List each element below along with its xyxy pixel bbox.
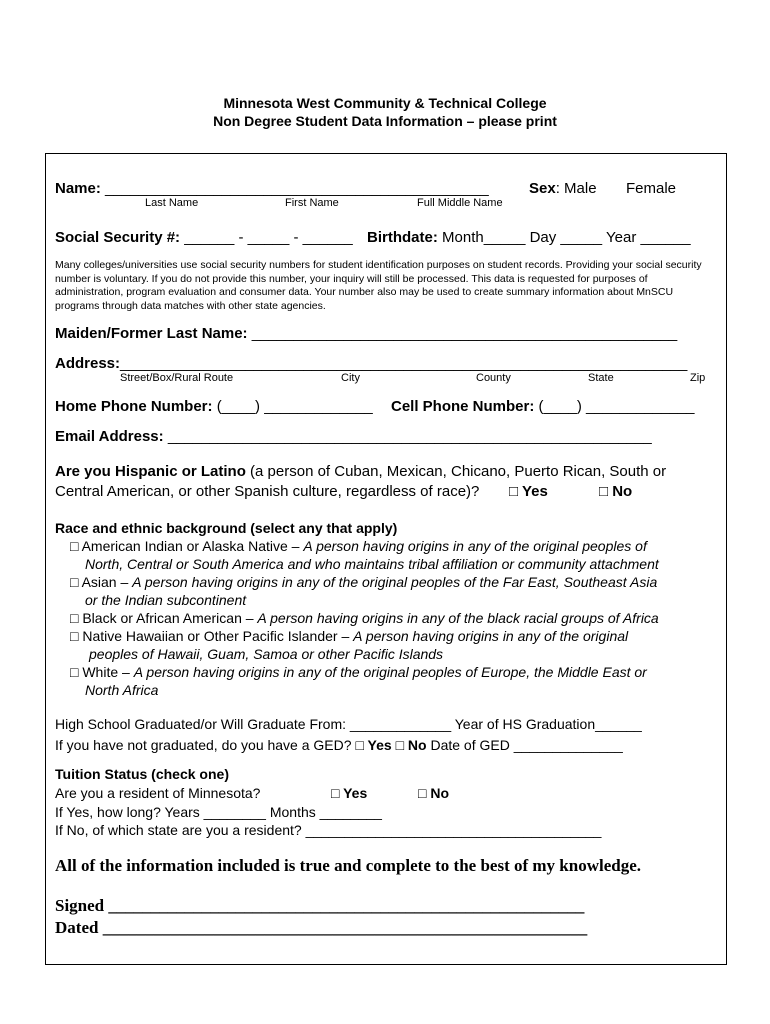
- race-option-asian[interactable]: [70, 574, 657, 590]
- race-option-white[interactable]: [70, 664, 647, 680]
- ged-question: If you have not graduated, do you have a GED?: [55, 737, 352, 753]
- race-option-american-indian[interactable]: [70, 538, 647, 554]
- race-option-label: □ Black or African American –: [70, 610, 258, 626]
- sex-field: [529, 180, 597, 197]
- name-field[interactable]: ______________________________________________: [105, 180, 489, 197]
- race-option-desc-cont: peoples of Hawaii, Guam, Samoa or other Pacific Islands: [89, 646, 444, 662]
- hispanic-label: Are you Hispanic or Latino: [55, 463, 246, 480]
- ssn-label: Social Security #:: [55, 229, 181, 246]
- race-option-pacific-islander[interactable]: [70, 628, 628, 644]
- home-phone-label: Home Phone Number:: [55, 398, 213, 415]
- form-title: Minnesota West Community & Technical College: [223, 95, 547, 111]
- hispanic-description: (a person of Cuban, Mexican, Chicano, Puerto Rican, South or: [245, 463, 667, 480]
- certification-statement: All of the information included is true and complete to the best of my knowledge.: [55, 856, 642, 875]
- address-field[interactable]: ____________________________________________________________________: [120, 355, 688, 372]
- birthdate-row: [367, 229, 691, 246]
- race-option-label: □ Native Hawaiian or Other Pacific Islander –: [70, 628, 354, 644]
- race-option-desc: A person having origins in any of the original peoples of the Far East, Southeast Asia: [132, 574, 658, 590]
- home-phone-row: [55, 398, 373, 415]
- ssn-notice: Many colleges/universities use social security numbers for student identification purposes on student records. Providing your social security number is voluntary. If you do not provide this number, your inquiry will still be processed. This data is requested for purposes of administration, program evaluation and consumer data. Your number also may be used to create summary information about MnSCU programs through data matches with other state agencies.: [55, 259, 702, 312]
- race-option-desc: A person having origins in any of the original: [353, 628, 629, 644]
- race-option-label: □ White –: [70, 664, 134, 680]
- date-field[interactable]: _________________________________________________________: [102, 918, 588, 937]
- ged-yes-checkbox[interactable]: □ Yes: [355, 737, 392, 753]
- email-row: [55, 428, 652, 445]
- maiden-row: [55, 325, 677, 342]
- sex-female-option[interactable]: Female: [626, 180, 677, 197]
- birthdate-label: Birthdate:: [367, 229, 438, 246]
- email-field[interactable]: __________________________________________________________: [167, 428, 652, 445]
- residency-duration-field[interactable]: If Yes, how long? Years ________ Months ________: [55, 804, 382, 820]
- home-phone-field[interactable]: (____) _____________: [216, 398, 373, 415]
- high-school-field[interactable]: High School Graduated/or Will Graduate From: _____________ Year of HS Graduation______: [55, 716, 642, 732]
- hispanic-question: [55, 463, 666, 480]
- tuition-title: Tuition Status (check one): [55, 766, 229, 782]
- address-sub-street: Street/Box/Rural Route: [120, 372, 234, 384]
- race-option-desc-cont: North, Central or South America and who maintains tribal affiliation or community attachment: [85, 556, 659, 572]
- address-label: Address:: [55, 355, 121, 372]
- ged-no-checkbox[interactable]: □ No: [395, 737, 427, 753]
- name-sub-last: Last Name: [145, 197, 199, 209]
- race-option-label: □ Asian –: [70, 574, 133, 590]
- name-label: Name:: [55, 180, 101, 197]
- ssn-field[interactable]: ______ - _____ - ______: [184, 229, 353, 246]
- signature-field[interactable]: ________________________________________________________: [108, 896, 585, 915]
- name-row: [55, 180, 489, 197]
- address-row: [55, 355, 687, 372]
- race-option-label: □ American Indian or Alaska Native –: [70, 538, 304, 554]
- race-option-black[interactable]: [70, 610, 659, 626]
- hispanic-yes-checkbox[interactable]: □ Yes: [509, 483, 548, 500]
- ged-date-field[interactable]: Date of GED ______________: [430, 737, 623, 753]
- sex-label: Sex: [529, 180, 556, 197]
- cell-phone-field[interactable]: (____) _____________: [538, 398, 695, 415]
- name-sub-first: First Name: [285, 197, 339, 209]
- birthdate-field[interactable]: Month_____ Day _____ Year ______: [442, 229, 691, 246]
- signed-row: [55, 896, 584, 916]
- dated-label: Dated: [55, 918, 99, 937]
- signed-label: Signed: [55, 896, 105, 915]
- address-sub-city: City: [341, 372, 360, 384]
- race-title: Race and ethnic background (select any that apply): [55, 520, 398, 536]
- ged-row: [55, 737, 623, 753]
- cell-phone-label: Cell Phone Number:: [391, 398, 535, 415]
- dated-row: [55, 918, 587, 938]
- maiden-field[interactable]: ___________________________________________________: [251, 325, 678, 342]
- race-option-desc-cont: or the Indian subcontinent: [85, 592, 247, 608]
- ssn-row: [55, 229, 353, 246]
- race-option-desc: A person having origins in any of the original peoples of Europe, the Middle East or: [133, 664, 647, 680]
- address-sub-county: County: [476, 372, 511, 384]
- cell-phone-row: [391, 398, 695, 415]
- hispanic-question-line2: Central American, or other Spanish culture, regardless of race)?: [55, 483, 480, 500]
- name-sub-middle: Full Middle Name: [417, 197, 503, 209]
- sex-male-option[interactable]: : Male: [555, 180, 597, 197]
- address-sub-zip: Zip: [690, 372, 706, 384]
- resident-no-checkbox[interactable]: □ No: [418, 785, 450, 801]
- race-option-desc-cont: North Africa: [85, 682, 159, 698]
- maiden-label: Maiden/Former Last Name:: [55, 325, 248, 342]
- address-sub-state: State: [588, 372, 614, 384]
- email-label: Email Address:: [55, 428, 164, 445]
- race-option-desc: A person having origins in any of the original peoples of: [303, 538, 647, 554]
- resident-state-field[interactable]: If No, of which state are you a resident? ______________________________________: [55, 822, 602, 838]
- resident-yes-checkbox[interactable]: □ Yes: [331, 785, 368, 801]
- race-option-desc: A person having origins in any of the black racial groups of Africa: [257, 610, 659, 626]
- hispanic-no-checkbox[interactable]: □ No: [599, 483, 633, 500]
- form-subtitle: Non Degree Student Data Information – please print: [213, 113, 557, 129]
- resident-question: Are you a resident of Minnesota?: [55, 785, 261, 801]
